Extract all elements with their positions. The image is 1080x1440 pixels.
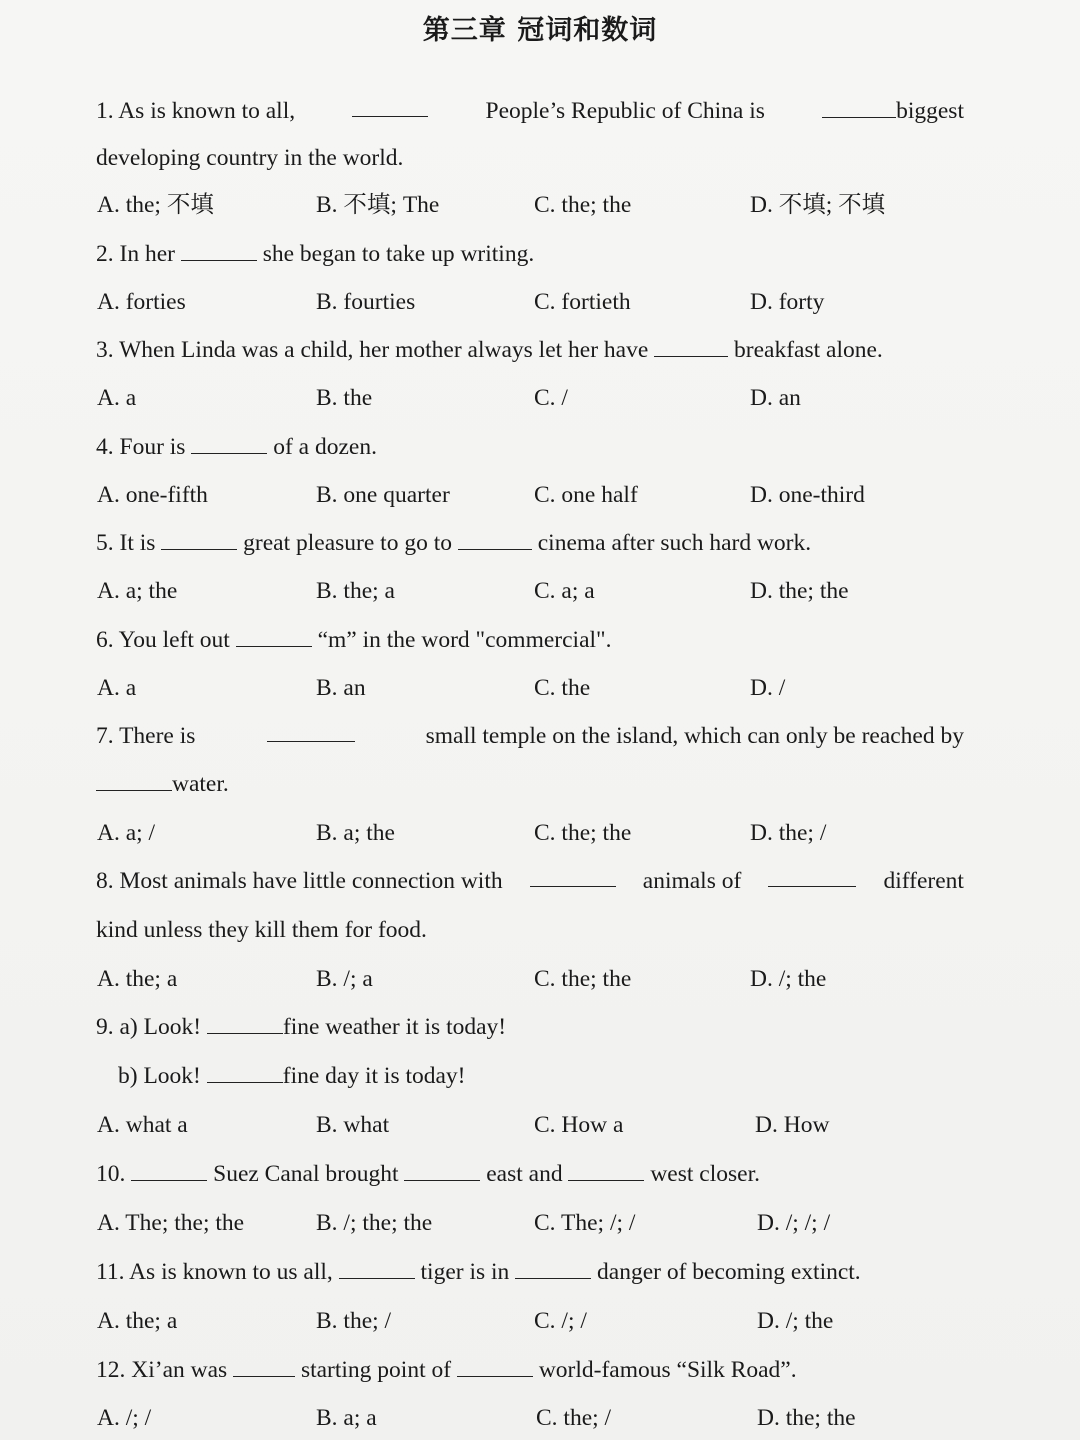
q11-option-b: B. the; / bbox=[316, 1308, 392, 1334]
q10-blank-3 bbox=[568, 1160, 644, 1181]
q8-option-c: C. the; the bbox=[534, 966, 632, 992]
q1-option-d: D. 不填; 不填 bbox=[750, 192, 886, 218]
question-3-options bbox=[0, 383, 1080, 413]
question-7-options bbox=[0, 818, 1080, 848]
q1-option-a: A. the; 不填 bbox=[97, 192, 214, 218]
question-1-line-1 bbox=[96, 96, 964, 126]
question-11-options bbox=[0, 1306, 1080, 1336]
q11-text-b: tiger is in bbox=[420, 1259, 510, 1285]
q2-blank bbox=[181, 240, 257, 261]
q7-text-b: small temple on the island, which can only be reached by bbox=[425, 723, 964, 749]
q9-text-c: b) Look! bbox=[118, 1063, 201, 1089]
q5-text-a: 5. It is bbox=[96, 530, 156, 556]
q11-blank-1 bbox=[339, 1258, 415, 1279]
question-4-options bbox=[0, 480, 1080, 510]
q8-text-c: different bbox=[883, 868, 964, 894]
q3-option-c: C. / bbox=[534, 385, 568, 411]
q11-text-a: 11. As is known to us all, bbox=[96, 1259, 333, 1285]
q4-option-b: B. one quarter bbox=[316, 482, 450, 508]
q10-blank-1 bbox=[131, 1160, 207, 1181]
q5-option-b: B. the; a bbox=[316, 578, 395, 604]
q10-option-c: C. The; /; / bbox=[534, 1210, 636, 1236]
q7-option-d: D. the; / bbox=[750, 820, 827, 846]
q11-option-a: A. the; a bbox=[97, 1308, 178, 1334]
q9-blank-1 bbox=[207, 1013, 283, 1034]
q12-option-b: B. a; a bbox=[316, 1405, 377, 1431]
q7-option-a: A. a; / bbox=[97, 820, 156, 846]
q9-option-d: D. How bbox=[755, 1112, 830, 1138]
question-7-line-1 bbox=[96, 721, 964, 751]
q2-option-a: A. forties bbox=[97, 289, 186, 315]
question-2-line bbox=[96, 239, 964, 269]
q7-text-a: 7. There is bbox=[96, 723, 196, 749]
q4-blank bbox=[191, 433, 267, 454]
q12-text-c: world-famous “Silk Road”. bbox=[538, 1357, 797, 1383]
q1-text-b: People’s Republic of China is bbox=[485, 98, 765, 124]
question-5-options bbox=[0, 576, 1080, 606]
q2-option-b: B. fourties bbox=[316, 289, 416, 315]
q8-text-b: animals of bbox=[642, 868, 742, 894]
q7-text-line2: water. bbox=[172, 771, 229, 797]
q5-option-d: D. the; the bbox=[750, 578, 849, 604]
q4-text-a: 4. Four is bbox=[96, 434, 186, 460]
question-12-options bbox=[0, 1403, 1080, 1433]
q6-option-b: B. an bbox=[316, 675, 366, 701]
question-9-options bbox=[0, 1110, 1080, 1140]
q9-option-a: A. what a bbox=[97, 1112, 188, 1138]
q7-option-c: C. the; the bbox=[534, 820, 632, 846]
q6-option-c: C. the bbox=[534, 675, 591, 701]
q12-option-c: C. the; / bbox=[536, 1405, 612, 1431]
q1-blank-1 bbox=[352, 96, 428, 117]
q7-option-b: B. a; the bbox=[316, 820, 395, 846]
question-8-options bbox=[0, 964, 1080, 994]
q10-option-b: B. /; the; the bbox=[316, 1210, 433, 1236]
question-10-line bbox=[96, 1159, 964, 1189]
q8-text-a: 8. Most animals have little connection with bbox=[96, 868, 503, 894]
q7-blank-1 bbox=[267, 721, 355, 742]
q5-blank-2 bbox=[458, 529, 532, 550]
question-8-line-2: kind unless they kill them for food. bbox=[96, 917, 427, 943]
q2-text-a: 2. In her bbox=[96, 241, 175, 267]
q10-text-b: Suez Canal brought bbox=[213, 1161, 399, 1187]
question-5-line bbox=[96, 528, 964, 558]
question-11-line bbox=[96, 1257, 964, 1287]
question-4-line bbox=[96, 432, 964, 462]
q3-option-a: A. a bbox=[97, 385, 137, 411]
q8-option-b: B. /; a bbox=[316, 966, 373, 992]
q12-text-a: 12. Xi’an was bbox=[96, 1357, 228, 1383]
question-3-line bbox=[96, 335, 964, 365]
q8-blank-1 bbox=[530, 866, 616, 887]
q12-blank-1 bbox=[233, 1356, 295, 1377]
q7-blank-2 bbox=[96, 770, 172, 791]
q10-option-a: A. The; the; the bbox=[97, 1210, 245, 1236]
q5-blank-1 bbox=[161, 529, 237, 550]
q3-text-a: 3. When Linda was a child, her mother always let her have bbox=[96, 337, 649, 363]
q9-option-c: C. How a bbox=[534, 1112, 624, 1138]
q8-blank-2 bbox=[768, 866, 856, 887]
q12-text-b: starting point of bbox=[300, 1357, 452, 1383]
q2-option-d: D. forty bbox=[750, 289, 825, 315]
question-6-line bbox=[96, 625, 964, 655]
q3-blank bbox=[654, 336, 728, 357]
q5-option-a: A. a; the bbox=[97, 578, 178, 604]
q6-text-a: 6. You left out bbox=[96, 627, 230, 653]
q4-option-c: C. one half bbox=[534, 482, 638, 508]
q1-blank-2 bbox=[822, 97, 896, 118]
q3-option-b: B. the bbox=[316, 385, 373, 411]
q3-option-d: D. an bbox=[750, 385, 801, 411]
q12-option-a: A. /; / bbox=[97, 1405, 152, 1431]
q8-option-a: A. the; a bbox=[97, 966, 178, 992]
q3-text-b: breakfast alone. bbox=[734, 337, 883, 363]
chapter-title: 第三章 冠词和数词 bbox=[422, 15, 658, 46]
question-6-options bbox=[0, 673, 1080, 703]
q9-text-b: fine weather it is today! bbox=[282, 1014, 507, 1040]
q9-option-b: B. what bbox=[316, 1112, 390, 1138]
q6-blank bbox=[236, 626, 312, 647]
question-7-line-2 bbox=[96, 769, 964, 799]
q9-blank-2 bbox=[207, 1062, 283, 1083]
q8-option-d: D. /; the bbox=[750, 966, 827, 992]
q5-text-c: cinema after such hard work. bbox=[537, 530, 812, 556]
q10-option-d: D. /; /; / bbox=[757, 1210, 831, 1236]
q1-text-a: 1. As is known to all, bbox=[96, 98, 296, 124]
question-9b-line bbox=[118, 1061, 986, 1091]
question-10-options bbox=[0, 1208, 1080, 1238]
question-12-line bbox=[96, 1355, 964, 1385]
q1-option-b: B. 不填; The bbox=[316, 192, 440, 218]
q12-blank-2 bbox=[457, 1356, 533, 1377]
question-8-line-1 bbox=[96, 866, 964, 896]
q9-text-a: 9. a) Look! bbox=[96, 1014, 202, 1040]
question-9a-line bbox=[96, 1012, 964, 1042]
q10-text-c: east and bbox=[486, 1161, 563, 1187]
q5-option-c: C. a; a bbox=[534, 578, 595, 604]
q11-option-c: C. /; / bbox=[534, 1308, 587, 1334]
q6-option-d: D. / bbox=[750, 675, 786, 701]
q11-blank-2 bbox=[515, 1258, 591, 1279]
q10-text-d: west closer. bbox=[650, 1161, 760, 1187]
q1-option-c: C. the; the bbox=[534, 192, 632, 218]
q6-text-b: “m” in the word "commercial". bbox=[317, 627, 612, 653]
q12-option-d: D. the; the bbox=[757, 1405, 856, 1431]
q11-text-c: danger of becoming extinct. bbox=[597, 1259, 861, 1285]
q4-option-a: A. one-fifth bbox=[97, 482, 208, 508]
q6-option-a: A. a bbox=[97, 675, 137, 701]
question-2-options bbox=[0, 287, 1080, 317]
q10-blank-2 bbox=[404, 1160, 480, 1181]
question-1-line-2: developing country in the world. bbox=[96, 145, 404, 171]
q4-text-b: of a dozen. bbox=[273, 434, 377, 460]
q11-option-d: D. /; the bbox=[757, 1308, 834, 1334]
q5-text-b: great pleasure to go to bbox=[243, 530, 452, 556]
q4-option-d: D. one-third bbox=[750, 482, 865, 508]
q2-text-b: she began to take up writing. bbox=[262, 241, 535, 267]
q9-text-d: fine day it is today! bbox=[282, 1063, 466, 1089]
q1-text-c: biggest bbox=[896, 98, 964, 124]
question-1-options bbox=[0, 190, 1080, 220]
q10-text-a: 10. bbox=[96, 1161, 126, 1187]
q2-option-c: C. fortieth bbox=[534, 289, 631, 315]
